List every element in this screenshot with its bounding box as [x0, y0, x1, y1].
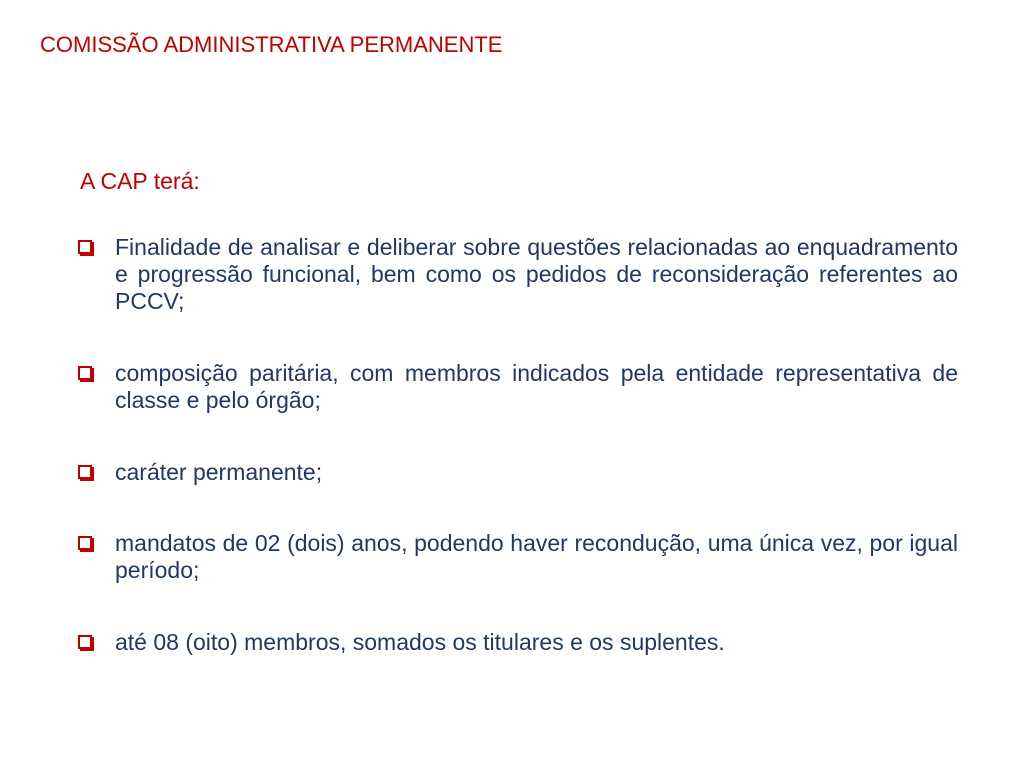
bullet-text: mandatos de 02 (dois) anos, podendo haver recondução, uma única vez, por igual período; [115, 530, 958, 583]
bullet-item-composicao [78, 360, 958, 414]
bullet-text: composição paritária, com membros indicados pela entidade representativa de classe e pelo órgão; [115, 360, 958, 413]
bullet-item-carater [78, 459, 958, 486]
checkbox-square-icon [78, 465, 92, 479]
bullet-item-mandatos [78, 530, 958, 584]
checkbox-square-icon [78, 536, 92, 550]
bullet-text: Finalidade de analisar e deliberar sobre questões relacionadas ao enquadramento e progressão funcional, bem como os pedidos de reconsideração referentes ao PCCV; [115, 234, 958, 314]
bullet-item-finalidade [78, 234, 958, 315]
checkbox-square-icon [78, 635, 92, 649]
intro-text: A CAP terá: [80, 168, 200, 194]
checkbox-square-icon [78, 366, 92, 380]
checkbox-square-icon [78, 240, 92, 254]
bullet-list [78, 234, 958, 656]
bullet-text: até 08 (oito) membros, somados os titulares e os suplentes. [115, 629, 725, 655]
bullet-text: caráter permanente; [115, 459, 323, 485]
slide-title: COMISSÃO ADMINISTRATIVA PERMANENTE [40, 32, 503, 57]
bullet-item-membros [78, 629, 958, 656]
